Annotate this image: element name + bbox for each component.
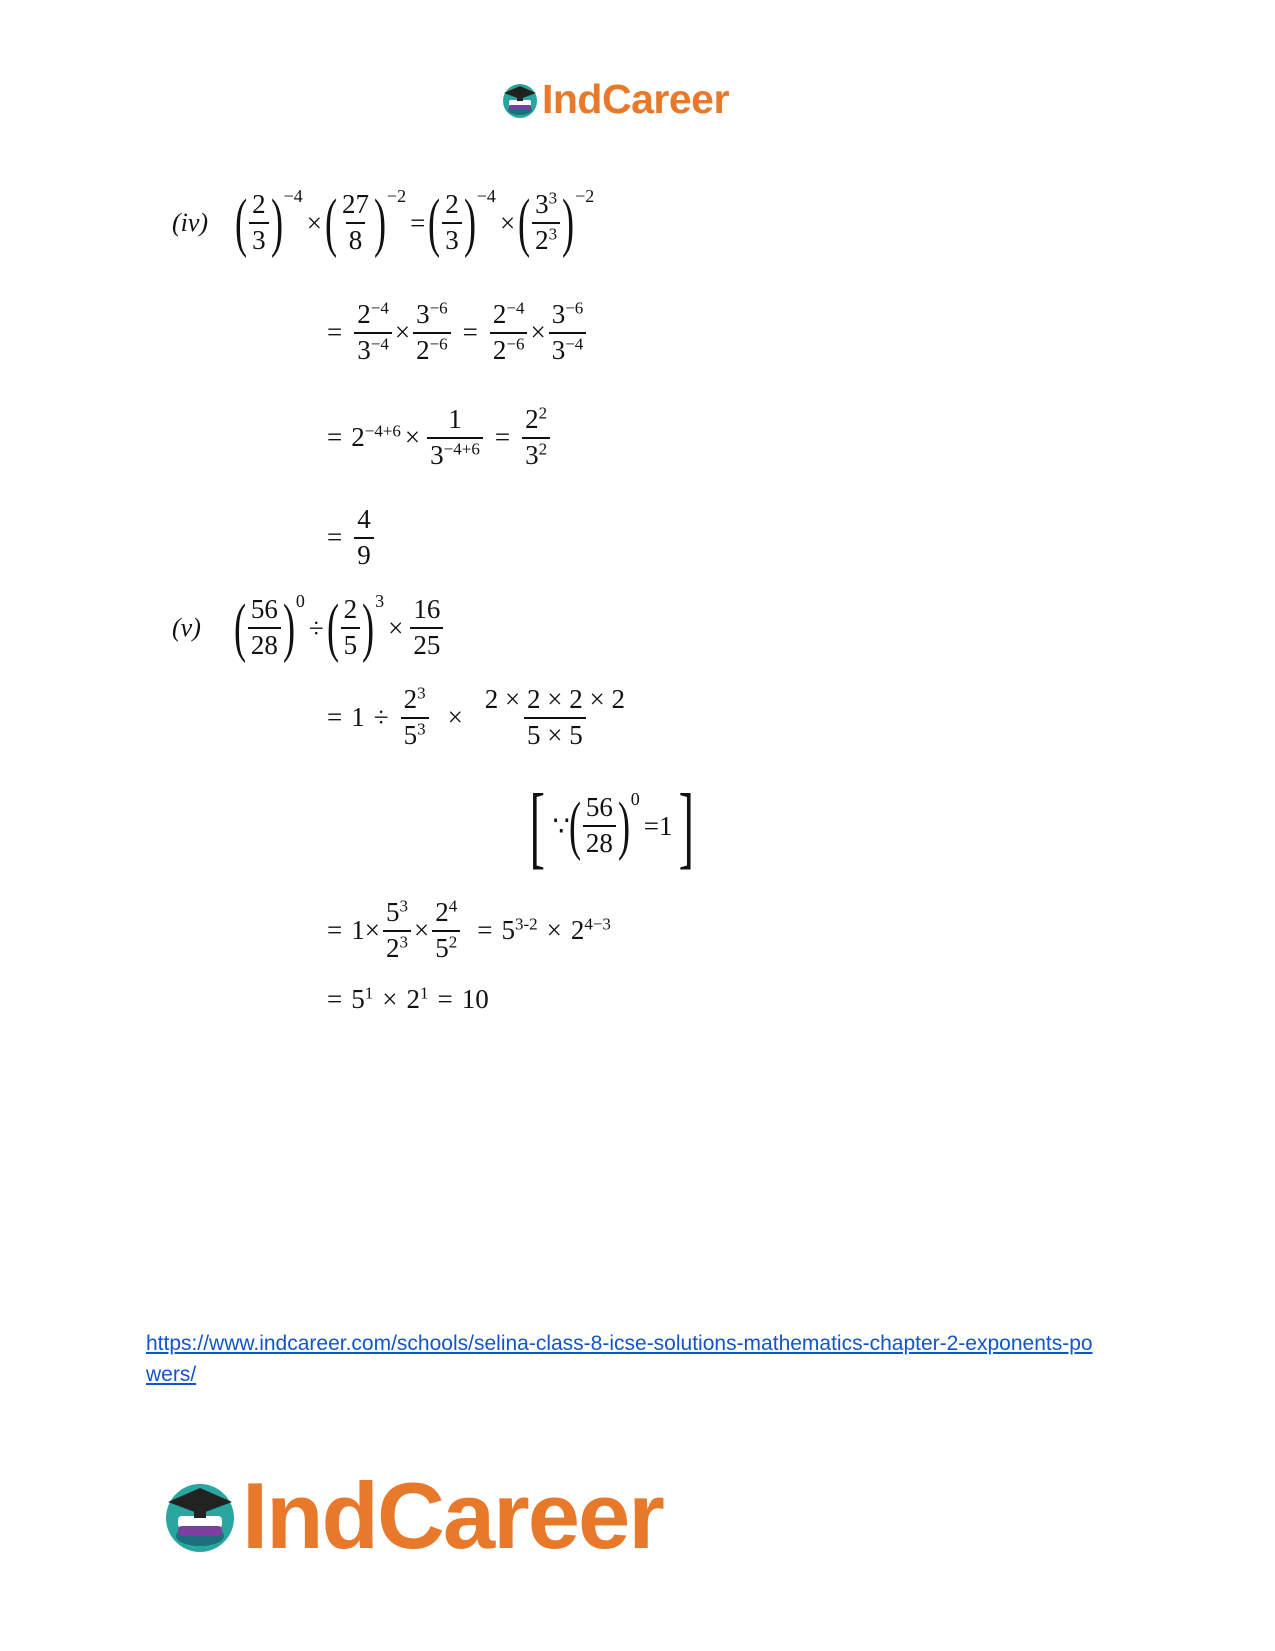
logo-text: IndCareer — [242, 1463, 663, 1568]
power-term: ( $\frac{56}{28}$ ) 0 — [233, 591, 305, 664]
power-term: ( $\frac{56}{28}$ ) 0 — [568, 789, 640, 862]
fraction: $\frac{56}{28}$ — [583, 793, 616, 858]
power-term: ( $\frac{2}{3}$ ) −4 — [428, 186, 496, 259]
fraction: $\frac{2 \times 2 \times 2 \times 2}{5 \times 5}$ — [484, 684, 625, 750]
header-logo — [500, 76, 729, 123]
fraction: $\frac{2^4}{5^2}$ — [432, 898, 460, 963]
power-term: ( $\frac{2}{5}$ ) 3 — [326, 591, 385, 664]
iv-line-3: = $2^{-4+6}$ × $\frac{1}{3^{-4+6}}$ = $\frac{2^2}{3^2}$ — [318, 405, 553, 470]
v-line-3: = 1 × $\frac{5^3}{2^3}$ × $\frac{2^4}{5^2}$ = 5$^{3-2}$ × $2^{4-3}$ — [327, 896, 611, 963]
v-reason: [ ∵ ( $\frac{56}{28}$ ) 0 =1 ] — [529, 775, 694, 877]
fraction: $\frac{2^2}{3^2}$ — [522, 405, 550, 470]
part-label: (v) — [172, 613, 201, 642]
power-term: ( $\frac{3^3}{2^3}$ ) −2 — [518, 186, 595, 259]
fraction: $\frac{16}{25}$ — [410, 595, 443, 660]
fraction: $\frac{2}{5}$ — [341, 595, 361, 660]
fraction: $\frac{3^{-6}}{2^{-6}}$ — [413, 300, 451, 365]
fraction: $\frac{2}{3}$ — [442, 190, 462, 255]
fraction: $\frac{2^{-4}}{3^{-4}}$ — [354, 300, 392, 365]
final-result: 10 — [461, 984, 489, 1014]
power-term: ( $\frac{2}{3}$ ) −4 — [235, 186, 303, 259]
graduation-cap-books-icon — [160, 1476, 240, 1556]
v-line-1: (v) ( $\frac{56}{28}$ ) 0 ÷ ( $\frac{2}{5}$ ) 3 × $\frac{16}{25}$ — [172, 595, 446, 661]
part-label: (iv) — [172, 208, 209, 237]
fraction: $\frac{4}{9}$ — [354, 505, 374, 570]
fraction: $\frac{2^3}{5^3}$ — [401, 685, 429, 750]
iv-line-1: (iv) ( $\frac{2}{3}$ ) −4 × ( $\frac{27}{8}$ ) −2 = ( $\frac{2}{3}$ ) −4 × ( $\frac{3^3}{2^3}$ ) −2 — [172, 186, 595, 259]
fraction: $\frac{27}{8}$ — [341, 189, 369, 255]
fraction: $\frac{3^{-6}}{3^{-4}}$ — [549, 300, 587, 365]
power-term: ( $\frac{27}{8}$ ) −2 — [324, 186, 407, 259]
source-link[interactable]: https://www.indcareer.com/schools/selina-class-8-icse-solutions-mathematics-chapter-2-exponents-powers/ — [146, 1332, 1093, 1386]
fraction: $\frac{2}{3}$ — [249, 190, 269, 255]
footer-logo — [160, 1462, 663, 1570]
graduation-cap-books-icon — [500, 80, 540, 120]
logo-text: IndCareer — [542, 76, 729, 122]
fraction: $\frac{3^3}{2^3}$ — [532, 190, 560, 255]
fraction: $\frac{1}{3^{-4+6}}$ — [427, 405, 483, 470]
fraction: $\frac{5^3}{2^3}$ — [383, 898, 411, 963]
fraction: $\frac{2^{-4}}{2^{-6}}$ — [490, 300, 528, 365]
iv-line-2: = $\frac{2^{-4}}{3^{-4}}$ × $\frac{3^{-6}}{2^{-6}}$ = $\frac{2^{-4}}{2^{-6}}$ × $\frac{3^{-6}}{3^{-4}}$ — [318, 300, 589, 365]
fraction: $\frac{56}{28}$ — [248, 595, 281, 660]
iv-line-4: = $\frac{4}{9}$ — [318, 505, 377, 570]
v-line-4: = $5^1$ × $2^1$ = 10 — [327, 983, 489, 1014]
v-line-2: = 1 ÷ $\frac{2^3}{5^3}$ × $\frac{2 \times 2 \times 2 \times 2}{5 \times 5}$ — [318, 685, 631, 750]
